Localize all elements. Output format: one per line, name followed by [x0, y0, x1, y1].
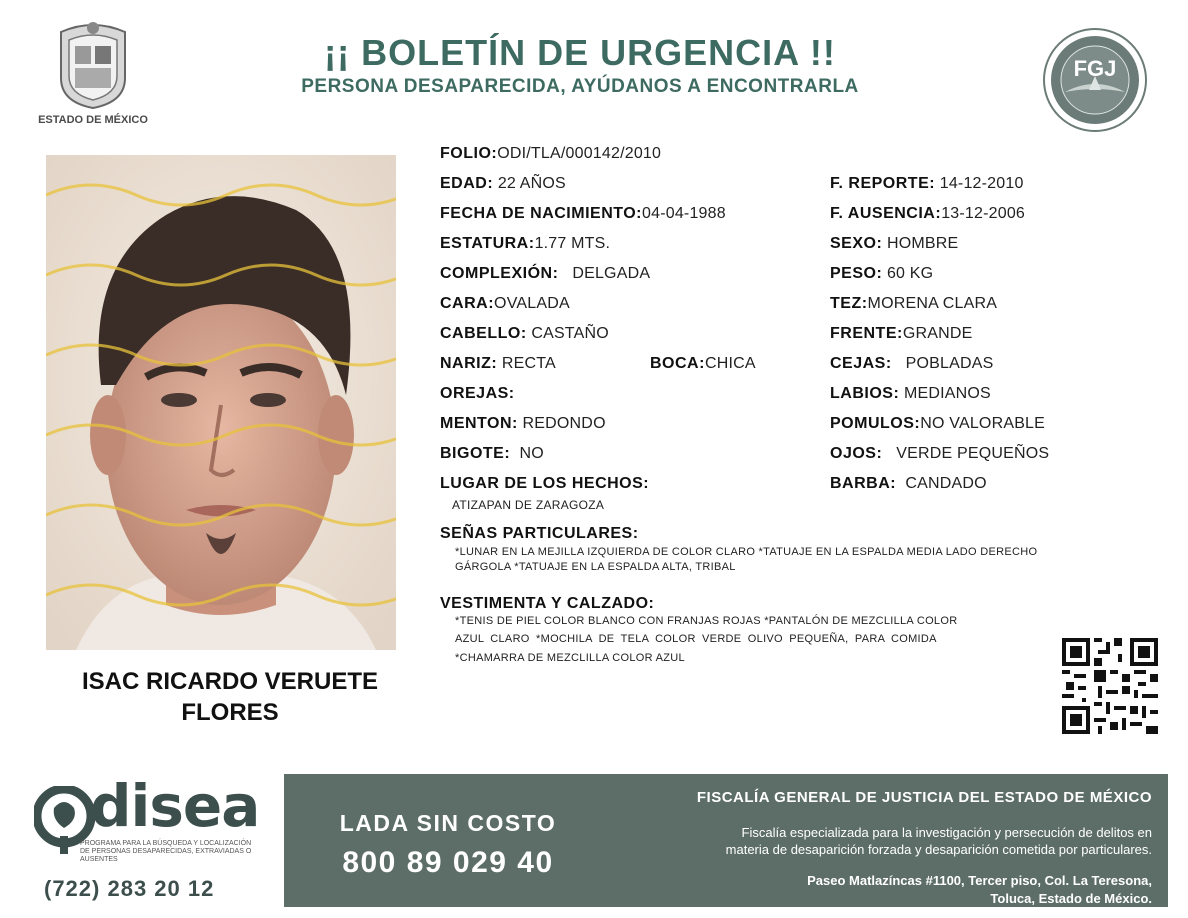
person-photo — [46, 155, 396, 650]
address-line1: Paseo Matlazíncas #1100, Tercer piso, Col. La Teresona, — [807, 873, 1152, 888]
field-label: FRENTE: — [830, 325, 903, 342]
field-label: CEJAS: — [830, 355, 892, 372]
toll-free-label: LADA SIN COSTO — [339, 810, 557, 836]
field-label: NARIZ: — [440, 355, 498, 372]
field-value: CASTAÑO — [531, 325, 609, 342]
field-label: CABELLO: — [440, 325, 527, 342]
field-barba — [830, 475, 987, 493]
odisea-logo — [28, 772, 278, 868]
senas-line2: GÁRGOLA *TATUAJE EN LA ESPALDA ALTA, TRIBAL — [455, 561, 736, 573]
field-edad — [440, 175, 566, 193]
qr-code — [1062, 638, 1158, 734]
vestimenta-title: VESTIMENTA Y CALZADO: — [440, 595, 655, 612]
field-label: COMPLEXIÓN: — [440, 265, 559, 282]
field-pomulos — [830, 415, 1045, 433]
qr-code-icon — [1062, 638, 1158, 734]
estado-de-mexico-logo — [28, 18, 158, 130]
field-value: 14-12-2010 — [939, 175, 1024, 192]
fiscalia-address — [600, 872, 1152, 908]
field-tez — [830, 295, 997, 313]
odisea-description-line3: AUSENTES — [80, 856, 118, 863]
field-frente — [830, 325, 972, 343]
field-label: BIGOTE: — [440, 445, 511, 462]
field-lugar-value: ATIZAPAN DE ZARAGOZA — [452, 498, 605, 512]
fgj-seal-icon — [1043, 28, 1147, 132]
field-value: GRANDE — [902, 325, 973, 342]
person-name — [30, 666, 430, 728]
senas-line1: *LUNAR EN LA MEJILLA IZQUIERDA DE COLOR CLARO *TATUAJE EN LA ESPALDA MEDIA LADO DERECHO — [455, 546, 1038, 558]
fiscalia-description — [600, 824, 1152, 858]
field-value: CHICA — [704, 355, 756, 372]
field-bigote — [440, 445, 544, 463]
field-value: 1.77 MTS. — [534, 235, 611, 252]
field-value: 60 KG — [886, 265, 934, 282]
field-peso — [830, 265, 933, 283]
field-orejas — [440, 385, 515, 403]
field-label: LABIOS: — [830, 385, 900, 402]
field-value: 04-04-1988 — [642, 205, 726, 222]
senas-title: SEÑAS PARTICULARES: — [440, 525, 639, 542]
fiscalia-title: FISCALÍA GENERAL DE JUSTICIA DEL ESTADO DE MÉXICO — [696, 789, 1152, 806]
vestimenta-line3: *CHAMARRA DE MEZCLILLA COLOR AZUL — [455, 652, 685, 664]
person-name-line1: ISAC RICARDO VERUETE — [81, 668, 379, 695]
field-value: DELGADA — [572, 265, 651, 282]
field-label: F. REPORTE: — [830, 175, 936, 192]
field-label: OREJAS: — [440, 385, 515, 402]
field-boca — [650, 355, 756, 373]
fiscalia-description-line1: Fiscalía especializada para la investigación y persecución de delitos en — [741, 825, 1152, 840]
field-label: EDAD: — [440, 175, 494, 192]
field-labios — [830, 385, 991, 403]
toll-free-number: 800 89 029 40 — [342, 846, 554, 879]
field-value: CANDADO — [905, 475, 987, 492]
field-value: 22 AÑOS — [497, 175, 566, 192]
odisea-description-line2: DE PERSONAS DESAPARECIDAS, EXTRAVIADAS O — [80, 848, 252, 855]
field-value: RECTA — [501, 355, 556, 372]
odisea-phone: (722) 283 20 12 — [44, 876, 215, 901]
field-menton — [440, 415, 606, 433]
field-label: F. AUSENCIA: — [830, 205, 942, 222]
bulletin-title: ¡¡ BOLETÍN DE URGENCIA !! — [324, 32, 836, 73]
vestimenta-line1: *TENIS DE PIEL COLOR BLANCO CON FRANJAS ROJAS *PANTALÓN DE MEZCLILLA COLOR — [455, 615, 958, 627]
odisea-wordmark: disea — [90, 772, 260, 840]
field-fecha-nacimiento — [440, 205, 726, 223]
bulletin-subtitle: PERSONA DESAPARECIDA, AYÚDANOS A ENCONTRARLA — [301, 76, 859, 97]
field-ojos — [830, 445, 1049, 463]
field-value: VERDE PEQUEÑOS — [896, 445, 1050, 462]
fiscalia-description-line2: materia de desaparición forzada y desaparición cometida por particulares. — [725, 842, 1152, 857]
field-label: FECHA DE NACIMIENTO: — [440, 205, 642, 222]
field-value: REDONDO — [522, 415, 606, 432]
field-value: POBLADAS — [905, 355, 994, 372]
field-label: ESTATURA: — [440, 235, 535, 252]
field-value: OVALADA — [494, 295, 570, 312]
field-f-ausencia — [830, 205, 1025, 223]
coat-of-arms-icon — [55, 18, 131, 110]
field-label: CARA: — [440, 295, 495, 312]
field-value: MORENA CLARA — [867, 295, 998, 312]
field-f-reporte — [830, 175, 1024, 193]
field-label: PESO: — [830, 265, 883, 282]
field-estatura — [440, 235, 610, 253]
field-value: NO — [519, 445, 544, 462]
field-value: ODI/TLA/000142/2010 — [497, 145, 662, 162]
state-name: ESTADO DE MÉXICO — [38, 114, 148, 126]
field-nariz — [440, 355, 556, 373]
field-label: POMULOS: — [830, 415, 921, 432]
fgj-seal-text: FGJ — [1073, 56, 1117, 81]
fgj-seal — [1043, 28, 1147, 132]
field-label: BOCA: — [650, 355, 705, 372]
field-cabello — [440, 325, 609, 343]
odisea-description — [80, 840, 280, 864]
field-complexion — [440, 265, 650, 283]
address-line2: Toluca, Estado de México. — [990, 891, 1152, 906]
field-label: MENTON: — [440, 415, 518, 432]
field-folio — [440, 145, 661, 163]
field-label: LUGAR DE LOS HECHOS: — [440, 475, 650, 492]
field-value: NO VALORABLE — [920, 415, 1046, 432]
field-cejas — [830, 355, 993, 373]
field-value: MEDIANOS — [903, 385, 991, 402]
vestimenta-line2: AZUL CLARO *MOCHILA DE TELA COLOR VERDE OLIVO PEQUEÑA, PARA COMIDA — [455, 633, 937, 645]
field-value: HOMBRE — [886, 235, 959, 252]
portrait-image — [46, 155, 396, 650]
field-label: TEZ: — [830, 295, 868, 312]
field-sexo — [830, 235, 958, 253]
field-label: FOLIO: — [440, 145, 498, 162]
field-label: BARBA: — [830, 475, 897, 492]
field-value: 13-12-2006 — [941, 205, 1026, 222]
odisea-description-line1: PROGRAMA PARA LA BÚSQUEDA Y LOCALIZACIÓN — [80, 840, 252, 847]
person-name-line2: FLORES — [181, 699, 279, 726]
field-lugar-label — [440, 475, 649, 493]
field-label: OJOS: — [830, 445, 883, 462]
field-label: SEXO: — [830, 235, 883, 252]
field-cara — [440, 295, 570, 313]
